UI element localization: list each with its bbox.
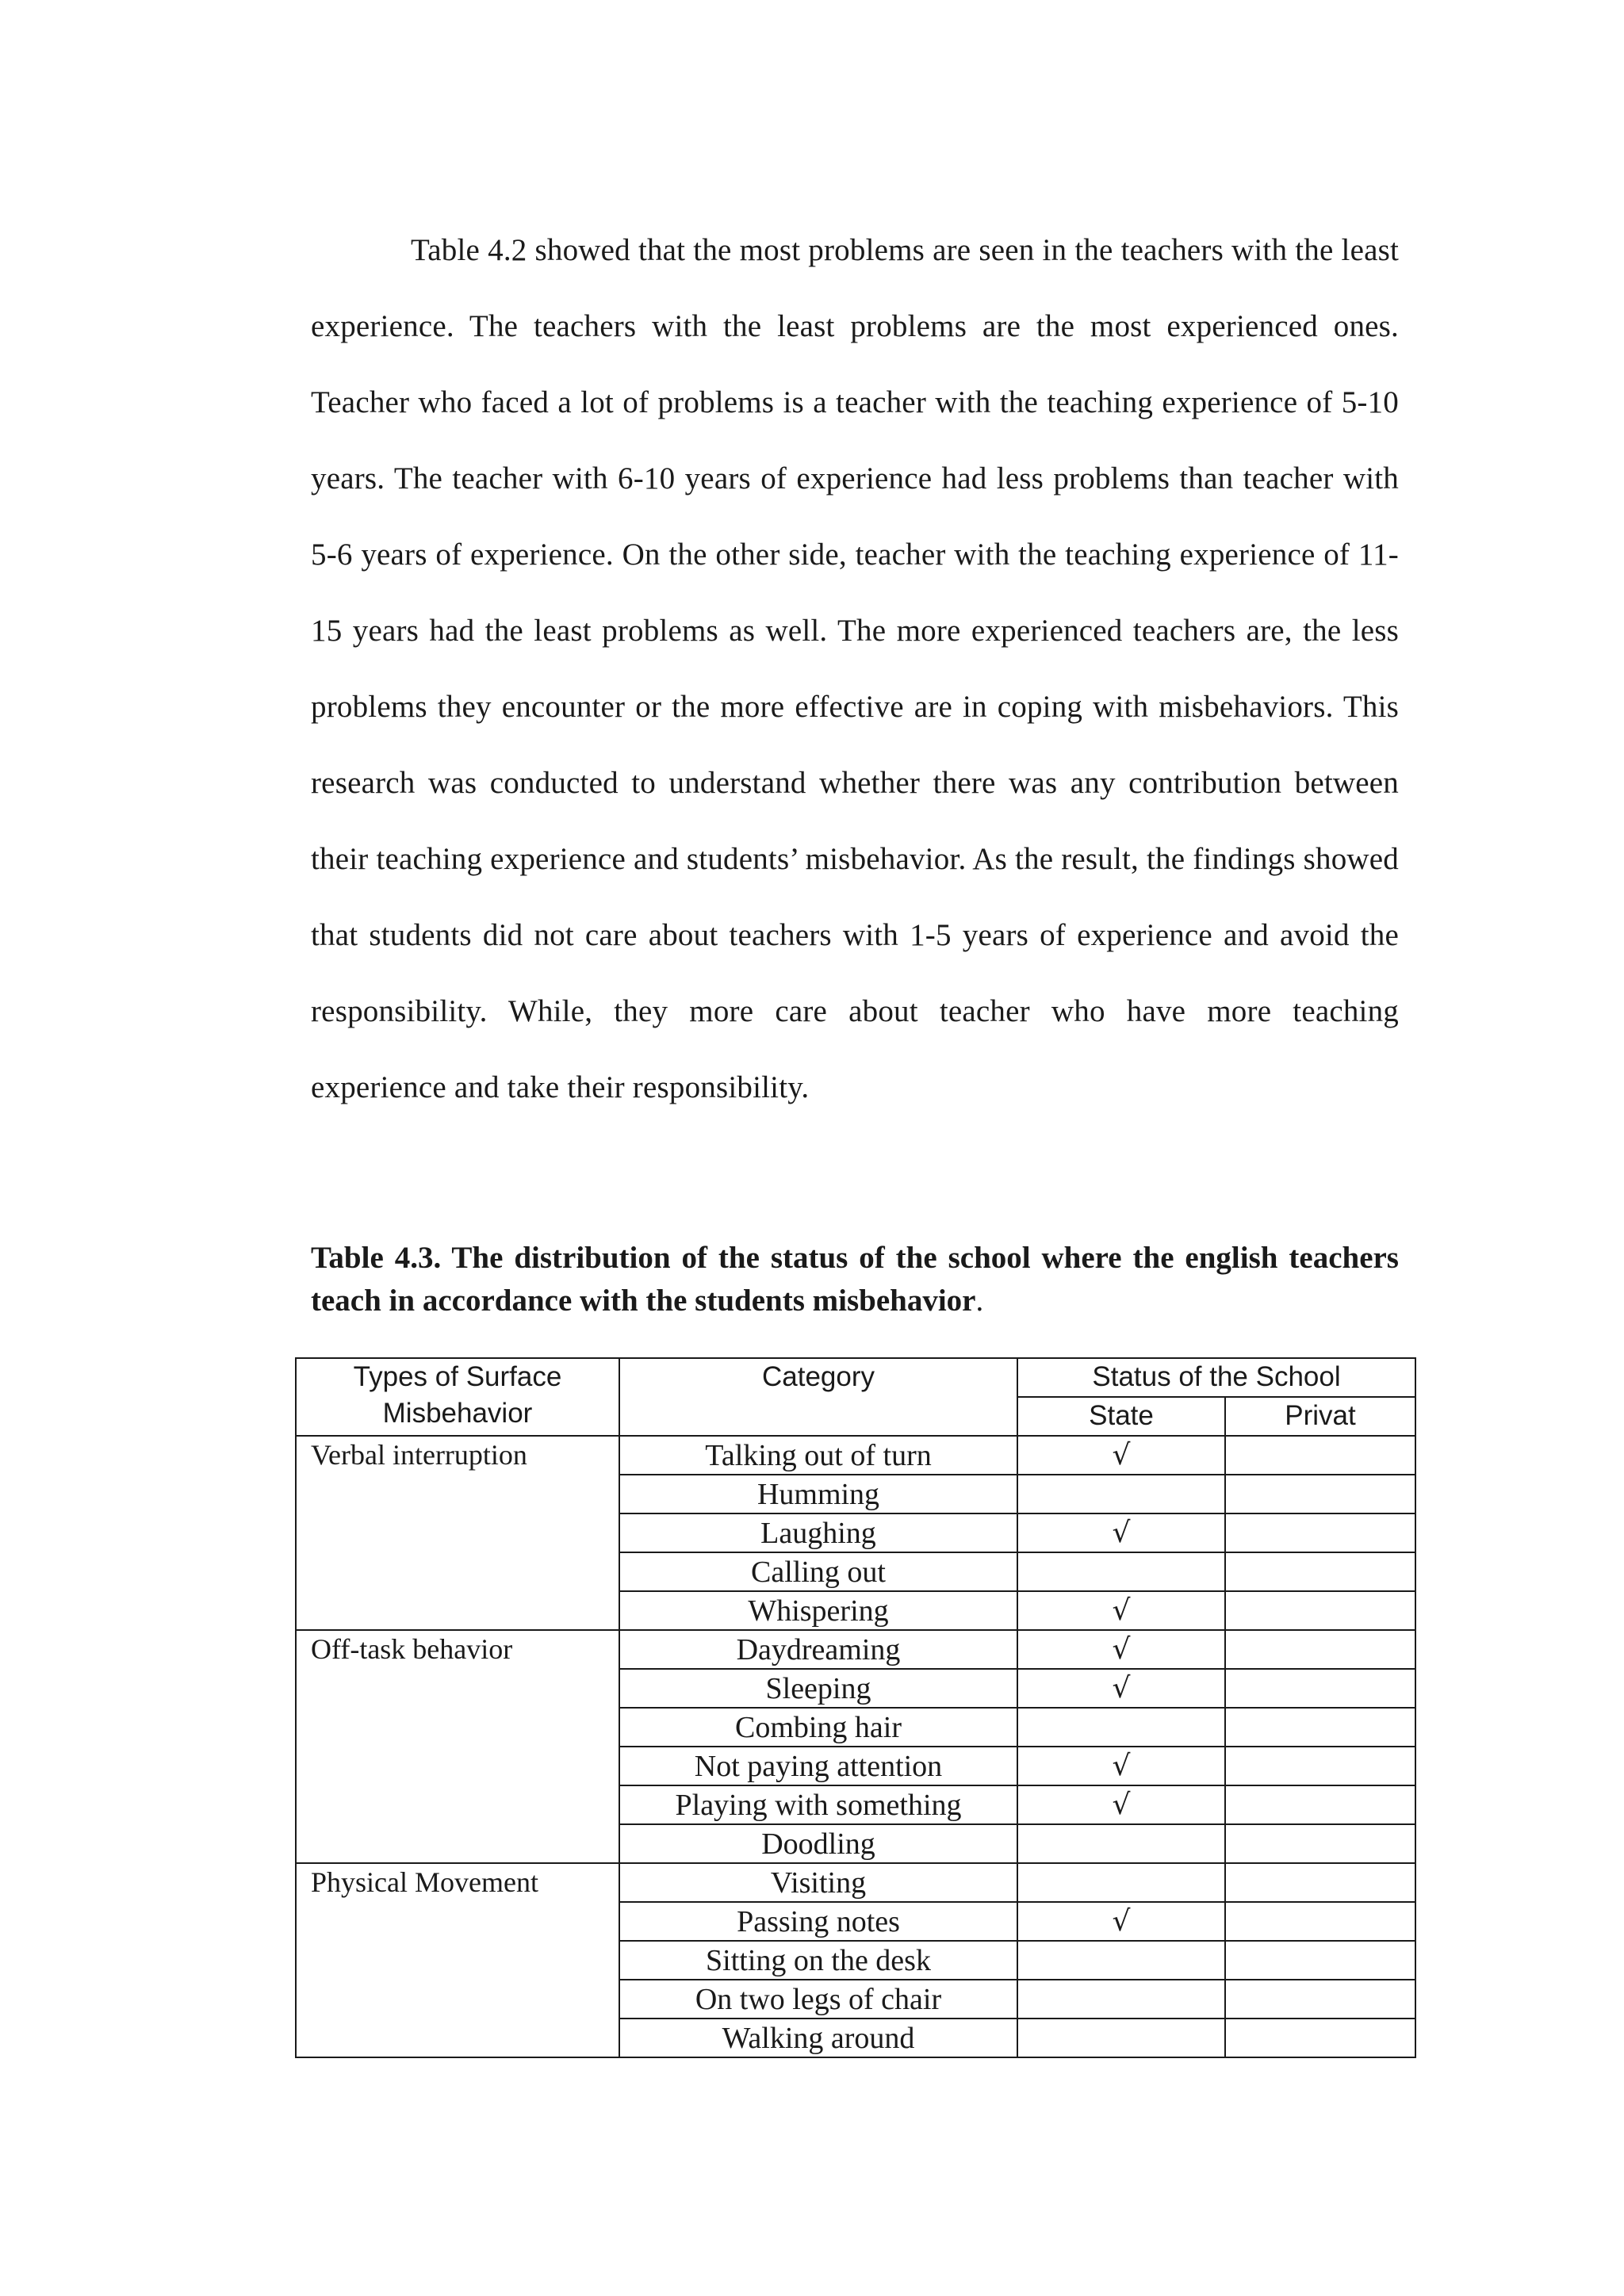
category-cell: Walking around: [619, 2019, 1017, 2057]
privat-cell: [1225, 1475, 1415, 1513]
state-check-cell: √: [1017, 1747, 1225, 1785]
privat-cell: [1225, 1863, 1415, 1902]
category-cell: Daydreaming: [619, 1630, 1017, 1669]
header-types-line-2: Misbehavior: [382, 1398, 533, 1429]
state-check-cell: √: [1017, 1669, 1225, 1708]
header-category: Category: [619, 1358, 1017, 1436]
privat-cell: [1225, 2019, 1415, 2057]
category-cell: Laughing: [619, 1513, 1017, 1552]
privat-cell: [1225, 1552, 1415, 1591]
privat-cell: [1225, 1941, 1415, 1980]
privat-cell: [1225, 1630, 1415, 1669]
body-paragraph: Table 4.2 showed that the most problems are seen in the teachers with the least experience. The teachers with the least problems are the most experienced ones. Teacher who faced a lot of problems is a teacher with the teaching experience of 5-10 years. The teacher with 6-10 years of experience had less problems than teacher with 5-6 years of experience. On the other side, teacher with the teaching experience of 11-15 years had the least problems as well. The more experienced teachers are, the less problems they encounter or the more effective are in coping with misbehaviors. This research was conducted to understand whether there was any contribution between their teaching experience and students’ misbehavior. As the result, the findings showed that students did not care about teachers with 1-5 years of experience and avoid the responsibility. While, they more care about teacher who have more teaching experience and take their responsibility.: [311, 233, 1399, 1104]
privat-cell: [1225, 1708, 1415, 1747]
privat-cell: [1225, 1513, 1415, 1552]
category-cell: Visiting: [619, 1863, 1017, 1902]
header-types-of-surface-misbehavior: [296, 1358, 619, 1436]
category-cell: Combing hair: [619, 1708, 1017, 1747]
header-status-of-the-school: Status of the School: [1017, 1358, 1415, 1397]
misbehavior-table: [295, 1357, 1416, 2058]
header-row-1: [296, 1358, 1415, 1397]
privat-cell: [1225, 1785, 1415, 1824]
state-check-cell: [1017, 1475, 1225, 1513]
table-caption-text: Table 4.3. The distribution of the status of the school where the english teachers teach in accordance with the students misbehavior: [311, 1241, 1399, 1318]
table-header: [296, 1358, 1415, 1436]
state-check-cell: √: [1017, 1902, 1225, 1941]
category-cell: Playing with something: [619, 1785, 1017, 1824]
privat-cell: [1225, 1980, 1415, 2019]
category-cell: Sleeping: [619, 1669, 1017, 1708]
category-cell: Talking out of turn: [619, 1436, 1017, 1475]
type-cell-verbal-interruption: Verbal interruption: [296, 1436, 619, 1630]
state-check-cell: [1017, 1980, 1225, 2019]
header-privat: Privat: [1225, 1397, 1415, 1436]
table-row: [296, 1863, 1415, 1902]
header-types-line-1: Types of Surface: [353, 1361, 562, 1392]
privat-cell: [1225, 1824, 1415, 1863]
type-cell-physical-movement: Physical Movement: [296, 1863, 619, 2057]
category-cell: On two legs of chair: [619, 1980, 1017, 2019]
privat-cell: [1225, 1902, 1415, 1941]
table-row: [296, 1436, 1415, 1475]
privat-cell: [1225, 1591, 1415, 1630]
table-caption: [311, 1237, 1399, 1322]
privat-cell: [1225, 1747, 1415, 1785]
state-check-cell: [1017, 1824, 1225, 1863]
state-check-cell: [1017, 1708, 1225, 1747]
table-caption-period: .: [975, 1284, 984, 1318]
header-state: State: [1017, 1397, 1225, 1436]
state-check-cell: [1017, 1941, 1225, 1980]
state-check-cell: √: [1017, 1513, 1225, 1552]
category-cell: Sitting on the desk: [619, 1941, 1017, 1980]
state-check-cell: [1017, 1863, 1225, 1902]
table-body: [296, 1436, 1415, 2057]
state-check-cell: [1017, 2019, 1225, 2057]
privat-cell: [1225, 1669, 1415, 1708]
table-row: [296, 1630, 1415, 1669]
state-check-cell: √: [1017, 1630, 1225, 1669]
type-cell-off-task-behavior: Off-task behavior: [296, 1630, 619, 1863]
state-check-cell: √: [1017, 1785, 1225, 1824]
category-cell: Whispering: [619, 1591, 1017, 1630]
category-cell: Not paying attention: [619, 1747, 1017, 1785]
privat-cell: [1225, 1436, 1415, 1475]
category-cell: Passing notes: [619, 1902, 1017, 1941]
category-cell: Humming: [619, 1475, 1017, 1513]
category-cell: Calling out: [619, 1552, 1017, 1591]
state-check-cell: [1017, 1552, 1225, 1591]
category-cell: Doodling: [619, 1824, 1017, 1863]
state-check-cell: √: [1017, 1436, 1225, 1475]
state-check-cell: √: [1017, 1591, 1225, 1630]
